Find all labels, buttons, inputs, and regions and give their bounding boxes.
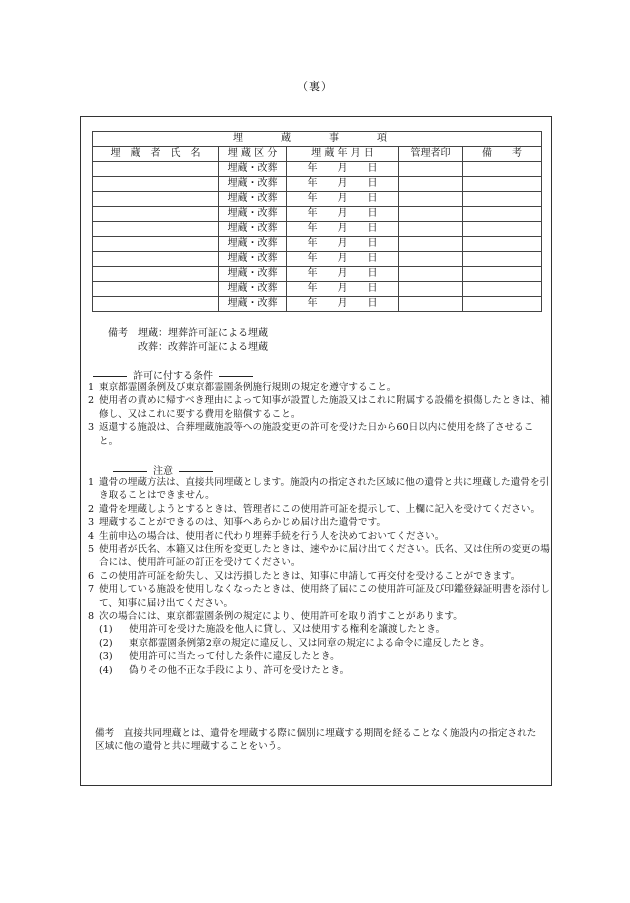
table-cell — [399, 252, 463, 267]
table-cell — [463, 237, 542, 252]
burial-record-table — [92, 131, 542, 312]
table-cell: 年 月 日 — [287, 282, 399, 297]
table-row — [93, 192, 542, 207]
table-cell — [93, 282, 219, 297]
item-text: 埋蔵することができるのは、知事へあらかじめ届け出た遺骨です。 — [99, 517, 387, 529]
table-cell — [93, 252, 219, 267]
column-header: 管理者印 — [399, 147, 463, 162]
table-row — [93, 237, 542, 252]
table-cell: 年 月 日 — [287, 207, 399, 222]
sub-item — [83, 650, 551, 663]
item-text: 使用者の責めに帰すべき理由によって知事が設置した施設又はこれに附属する設備を損傷したときは、補修し、又はこれに要する費用を賠償すること。 — [99, 395, 550, 420]
table-cell — [93, 267, 219, 282]
table-row — [93, 252, 542, 267]
table-cell — [93, 207, 219, 222]
table-cell: 年 月 日 — [287, 237, 399, 252]
table-row — [93, 282, 542, 297]
sub-item-text: 東京都霊園条例第2章の規定に違反し、又は同章の規定による命令に違反したとき。 — [129, 637, 490, 649]
form-frame — [80, 116, 552, 786]
table-cell — [93, 222, 219, 237]
table-body — [93, 162, 542, 312]
table-cell — [399, 237, 463, 252]
item-text: 遺骨を埋蔵しようとするときは、管理者にこの使用許可証を提示して、上欄に記入を受けてください。 — [99, 503, 541, 515]
table-row — [93, 267, 542, 282]
item-text: 返還する施設は、合葬埋蔵施設等への施設変更の許可を受けた日から60日以内に使用を終了させること。 — [99, 422, 534, 447]
list-item — [83, 570, 551, 583]
table-cell: 埋蔵・改葬 — [219, 207, 287, 222]
table-cell — [463, 252, 542, 267]
list-item — [83, 516, 551, 529]
table-header-row — [93, 147, 542, 162]
table-cell — [463, 162, 542, 177]
item-text: この使用許可証を紛失し、又は汚損したときは、知事に申請して再交付を受けることができます。 — [99, 570, 521, 582]
table-cell: 年 月 日 — [287, 252, 399, 267]
table-cell — [463, 192, 542, 207]
item-text: 遺骨の埋蔵方法は、直接共同埋蔵とします。施設内の指定された区域に他の遺骨と共に埋蔵した遺骨を引き取ることはできません。 — [99, 477, 550, 502]
table-row — [93, 207, 542, 222]
sub-item-number: (2) — [99, 637, 113, 649]
list-item — [83, 543, 551, 570]
table-cell — [463, 282, 542, 297]
item-text: 東京都霊園条例及び東京都霊園条例施行規則の規定を遵守すること。 — [99, 382, 397, 393]
notice-list — [83, 476, 551, 677]
sub-item — [83, 637, 551, 650]
list-item — [83, 421, 551, 448]
sub-item — [83, 664, 551, 677]
item-number: 8 — [87, 611, 95, 623]
table-cell — [93, 237, 219, 252]
table-cell: 埋蔵・改葬 — [219, 282, 287, 297]
notes-label: 備考 — [108, 328, 128, 339]
conditions-list — [83, 381, 551, 448]
table-title: 埋 蔵 事 項 — [93, 132, 542, 147]
list-item — [83, 476, 551, 503]
list-item — [83, 610, 551, 623]
table-cell — [399, 222, 463, 237]
table-row — [93, 177, 542, 192]
item-number: 1 — [87, 382, 95, 393]
list-item — [83, 381, 551, 394]
sub-item-text: 使用許可に当たって付した条件に違反したとき。 — [129, 651, 340, 663]
item-text: 使用者が氏名、本籍又は住所を変更したときは、速やかに届け出てください。氏名、又は住所の変更の場合には、使用許可証の訂正を受けてください。 — [99, 544, 550, 569]
item-number: 3 — [87, 422, 95, 434]
table-cell — [93, 162, 219, 177]
item-number: 1 — [87, 477, 95, 488]
sub-item-text: 偽りその他不正な手段により、許可を受けたとき。 — [129, 664, 350, 676]
item-text: 次の場合には、東京都霊園条例の規定により、使用許可を取り消すことがあります。 — [99, 611, 463, 623]
item-number: 6 — [87, 570, 95, 582]
table-cell — [93, 297, 219, 312]
table-cell: 埋蔵・改葬 — [219, 192, 287, 207]
sub-item-number: (4) — [99, 664, 113, 676]
table-row — [93, 162, 542, 177]
remark-block — [95, 727, 545, 754]
table-cell: 埋蔵・改葬 — [219, 297, 287, 312]
item-number: 3 — [87, 517, 95, 529]
table-cell — [399, 192, 463, 207]
sub-item — [83, 623, 551, 636]
table-cell: 年 月 日 — [287, 177, 399, 192]
table-cell — [399, 297, 463, 312]
table-cell: 年 月 日 — [287, 162, 399, 177]
table-cell — [399, 177, 463, 192]
table-cell: 年 月 日 — [287, 267, 399, 282]
sub-item-text: 使用許可を受けた施設を他人に貸し、又は使用する権利を譲渡したとき。 — [129, 624, 446, 636]
table-cell: 年 月 日 — [287, 192, 399, 207]
table-cell: 埋蔵・改葬 — [219, 237, 287, 252]
item-text: 生前申込の場合は、使用者に代わり埋葬手続を行う人を決めておいてください。 — [99, 530, 445, 542]
remark-label: 備考 — [95, 728, 115, 739]
table-notes — [108, 327, 268, 355]
table-cell — [463, 297, 542, 312]
table-cell: 埋蔵・改葬 — [219, 267, 287, 282]
item-number: 2 — [87, 503, 95, 515]
table-cell: 埋蔵・改葬 — [219, 222, 287, 237]
item-number: 4 — [87, 530, 95, 542]
list-item — [83, 583, 551, 610]
remark-text: 直接共同埋蔵とは、遺骨を埋蔵する際に個別に埋蔵する期間を経ることなく施設内の指定された区域に他の遺骨と共に埋蔵することをいう。 — [95, 728, 537, 753]
table-cell — [463, 267, 542, 282]
column-header: 備 考 — [463, 147, 542, 162]
item-text: 使用している施設を使用しなくなったときは、使用終了届にこの使用許可証及び印鑑登録証明書を添付して、知事に届け出てください。 — [99, 584, 550, 609]
list-item — [83, 530, 551, 543]
table-cell: 埋蔵・改葬 — [219, 177, 287, 192]
table-cell — [93, 192, 219, 207]
list-item — [83, 394, 551, 421]
column-header: 埋 蔵 区 分 — [219, 147, 287, 162]
note-maizou: 埋蔵：埋葬許可証による埋蔵 — [138, 328, 268, 339]
sub-item-number: (3) — [99, 651, 113, 663]
table-cell: 年 月 日 — [287, 297, 399, 312]
item-number: 2 — [87, 395, 95, 407]
table-cell — [463, 177, 542, 192]
column-header: 埋 蔵 者 氏 名 — [93, 147, 219, 162]
table-cell — [399, 162, 463, 177]
notice-heading: 注意 — [107, 462, 219, 477]
table-cell: 年 月 日 — [287, 222, 399, 237]
table-row — [93, 297, 542, 312]
note-kaisou: 改葬：改葬許可証による埋蔵 — [138, 342, 268, 353]
column-header: 埋 蔵 年 月 日 — [287, 147, 399, 162]
item-number: 7 — [87, 584, 95, 596]
page-side-mark: （裏） — [297, 80, 333, 93]
item-number: 5 — [87, 544, 95, 556]
table-cell — [399, 282, 463, 297]
table-cell — [399, 267, 463, 282]
table-cell — [463, 222, 542, 237]
conditions-heading: 許可に付する条件 — [87, 367, 259, 382]
list-item — [83, 503, 551, 516]
table-row — [93, 222, 542, 237]
sub-item-number: (1) — [99, 624, 113, 636]
table-cell: 埋蔵・改葬 — [219, 252, 287, 267]
table-cell: 埋蔵・改葬 — [219, 162, 287, 177]
table-cell — [463, 207, 542, 222]
table-cell — [93, 177, 219, 192]
table-cell — [399, 207, 463, 222]
